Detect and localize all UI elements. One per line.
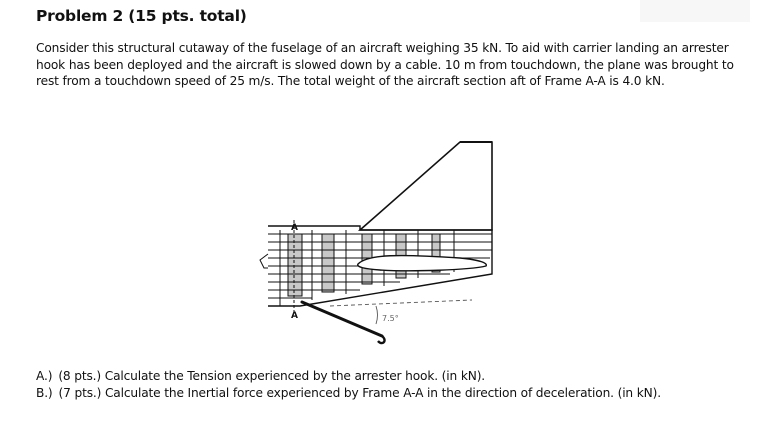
window-edge [640, 0, 750, 22]
question-label: A.) [36, 369, 53, 383]
question-text: (7 pts.) Calculate the Inertial force experienced by Frame A-A in the direction of deceleration. (in kN). [58, 385, 661, 400]
arrester-hook [302, 302, 382, 336]
question-text: (8 pts.) Calculate the Tension experienced by the arrester hook. (in kN). [58, 369, 486, 383]
problem-statement: Consider this structural cutaway of the fuselage of an aircraft weighing 35 kN. To aid with carrier landing an arrester hook has been deployed and the aircraft is slowed down by a cable. 10 m from touchdown, the plane was brought to rest from a touchdown speed of 25 m/s. The total weight of the aircraft section aft of Frame A-A is 4.0 kN. [36, 41, 734, 88]
question-a [36, 368, 756, 385]
reference-line [330, 300, 472, 306]
section-label-top: A [291, 223, 298, 233]
frame-a-a [288, 234, 302, 296]
questions-list [36, 368, 756, 401]
question-label: B.) [36, 385, 53, 400]
question-b [36, 385, 756, 402]
angle-arc [376, 306, 378, 324]
fuselage-cutaway-figure [250, 136, 510, 346]
angle-label: 7.5° [382, 314, 399, 323]
problem-title: Problem 2 (15 pts. total) [36, 7, 247, 25]
section-label-bottom: A [291, 311, 298, 321]
frame [322, 234, 334, 292]
fuselage-diagram [250, 136, 510, 346]
tail-fin [360, 142, 492, 230]
